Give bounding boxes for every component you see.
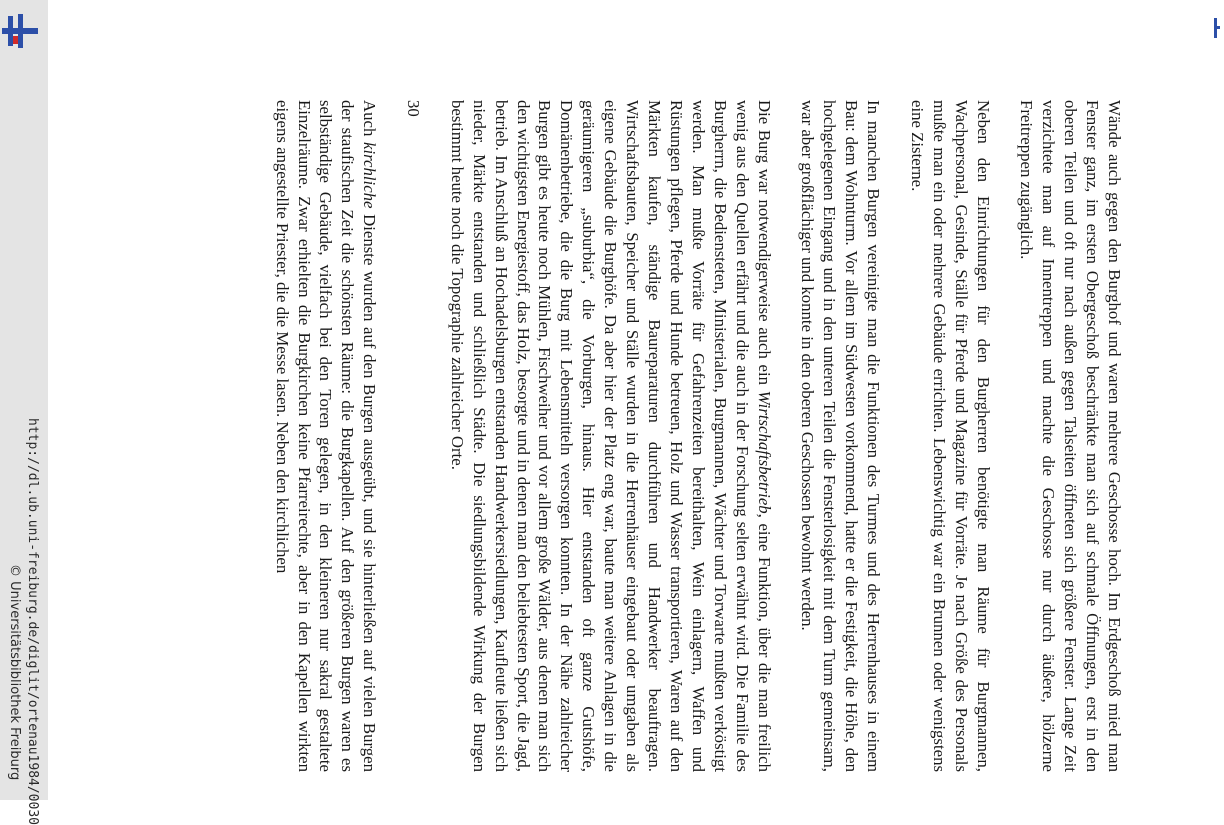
paragraph-3: In manchen Burgen vereinigte man die Funktionen des Turmes und des Herrenhauses in einem Bau: dem Wohnturm. Vor allem im Südwesten vorkommend, hatte er die Festigkeit, die Höhe, den hochgelegenen Eingang und in den unteren Teilen die Fensterlosigkeit mit dem Turm gemeinsam, war aber großflächiger und konnte in den oberen Geschossen bewohnt werden. xyxy=(798,100,884,772)
paragraph-2: Neben den Einrichtungen für den Burgherren benötigte man Räume für Burgmannen, Wachpersonal, Gesinde, Ställe für Pferde und Magazine für Vorräte. Je nach Größe des Personals mußte man ein oder mehrere Gebäude errichten. Lebenswichtig war ein Brunnen oder wenigstens eine Zisterne. xyxy=(907,100,993,772)
source-url[interactable]: http://dl.ub.uni-freiburg.de/diglit/ortenau1984/0030 xyxy=(25,418,40,825)
term-wirtschaftsbetrieb: Wirtschaftsbetrieb xyxy=(754,390,774,514)
copyright-notice: © Universitätsbibliothek Freiburg xyxy=(7,564,22,781)
paragraph-5-rest: Dienste wurden auf den Burgen ausgeübt, und sie hinterließen auf vielen Burgen der staufischen Zeit die schönsten Räume: die Burgkapellen. Auf den größeren Burgen waren es selbständige Gebäude, vielfach bei den Toren gelegen, in den kleineren nur sakral gestaltete Einzelräume. Zwar erhielten die Burgkirchen keine Pfarreirechte, aber in den Kapellen wirkten eigens angestellte Priester, die die Messe lasen. Neben den kirchlichen xyxy=(272,100,380,773)
paragraph-5-start: Auch xyxy=(360,100,380,143)
paragraph-1: Wände auch gegen den Burghof und waren mehrere Geschosse hoch. Im Erdgeschoß mied man Fenster ganz, im ersten Obergeschoß beschränkte man sich auf schmale Öffnungen, erst in den oberen Teilen und oft nur nach außen gegen Talseiten öffneten sich größere Fenster. Lange Zeit verzichtete man auf Innentreppen und machte die Geschosse nur durch äußere, hölzerne Freitreppen zugänglich. xyxy=(1017,100,1124,772)
paragraph-4-start: Die Burg war notwendigerweise auch ein xyxy=(754,100,774,391)
term-kirchliche: kirchliche xyxy=(360,142,380,209)
rotated-page-text xyxy=(271,100,1125,772)
paragraph-4-rest: , eine Funktion, über die man freilich wenig aus den Quellen erfährt und die auch in der Forschung selten erwähnt wird. Die Familie des Burgherrn, die Bediensteten, Ministerialen, Burgmannen, Wächter und Torwarte mußten verköstigt werden. Man mußte Vorräte für Gefahrenzeiten bereithalten, Wein einlagern, Waffen und Rüstungen pflegen, Pferde und Hunde betreuen, Holz und Wasser transportieren, Waren auf den Märkten kaufen, ständige Baureparaturen durchführen und Handwerker beauftragen. Wirtschaftsbauten, Speicher und Ställe wurden in die Herrenhäuser eingebaut oder umgaben als eigene Gebäude die Burghöfe. Da aber hier der Platz eng war, baute man weitere Anlagen in die geräumigeren „suburbia“, die Vorburgen, hinaus. Hier entstanden oft ganze Gutshöfe, Domänenbetriebe, die die Burg mit Lebensmitteln versorgen konnten. In der Nähe zahlreicher Burgen gibt es heute noch Mühlen, Fischweiher und vor allem große Wälder, aus denen man sich den wichtigsten Energiestoff, das Holz, besorgte und in denen man den beliebtesten Sport, die Jagd, betrieb. Im Anschluß an Hochadelsburgen entstanden Handwerkersiedlungen, Kaufleute ließen sich nieder, Märkte entstanden und schließlich Städte. Die siedlungsbildende Wirkung der Burgen bestimmt heute noch die Topographie zahlreicher Orte. xyxy=(447,100,774,772)
page-edge-marker-icon xyxy=(1214,18,1221,38)
viewer-left-margin xyxy=(0,0,48,825)
paragraph-5 xyxy=(271,100,381,772)
paragraph-4 xyxy=(446,100,775,772)
library-logo-icon xyxy=(0,14,44,50)
page-number: 30 xyxy=(404,100,424,117)
